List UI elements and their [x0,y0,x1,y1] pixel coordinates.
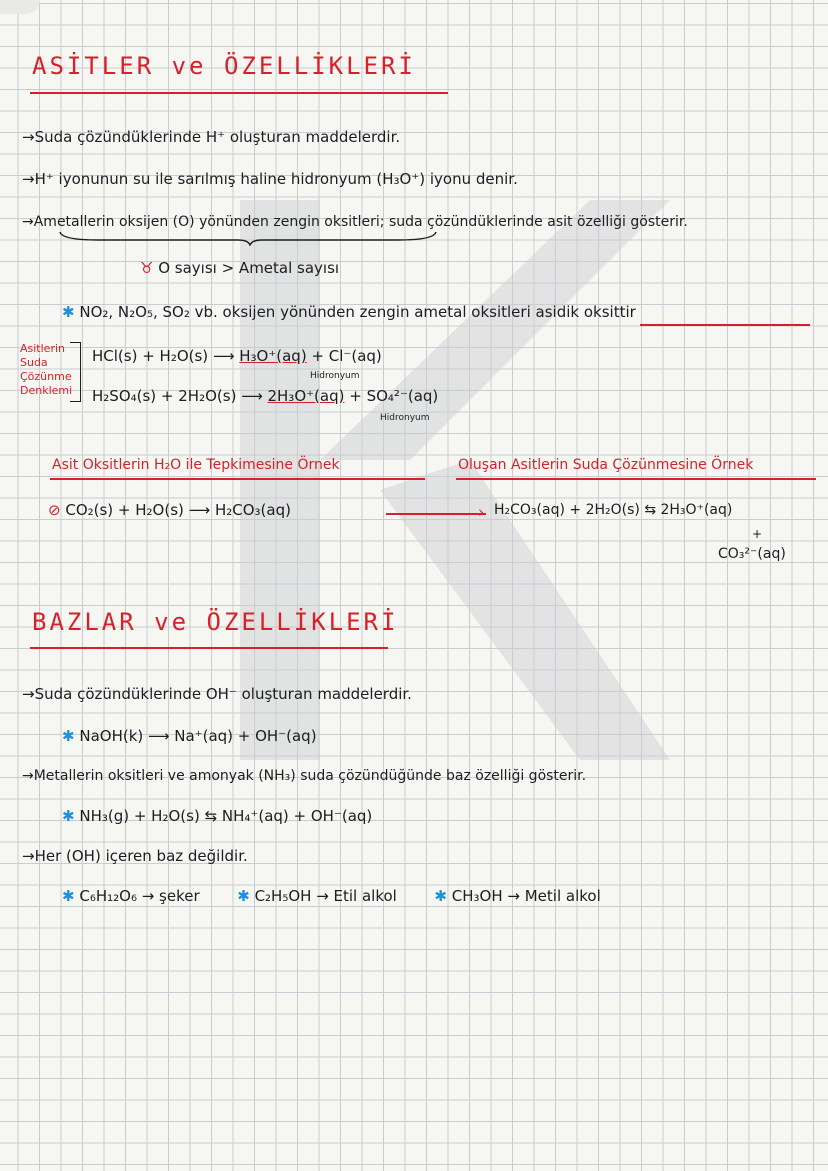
subheading-left-underline [50,478,425,480]
side-label-2: Suda [20,356,48,369]
example-3: CH₃OH → Metil alkol [451,887,601,905]
side-bracket [70,342,81,402]
eq1-left: HCl(s) + H₂O(s) [92,347,209,365]
acids-line-5-a: NO₂, N₂O₅, SO₂ vb. oksijen yönünden zengin ametal oksitleri [79,303,531,321]
eq3-last: CO₃²⁻(aq) [718,546,786,562]
subheading-right: Oluşan Asitlerin Suda Çözünmesine Örnek [458,457,754,473]
subheading-right-underline [456,478,816,480]
eq2-arrow: ⟶ [241,387,268,405]
bases-line-1: →Suda çözündüklerinde OH⁻ oluşturan maddelerdir. [22,685,412,703]
acids-title: ASİTLER ve ÖZELLİKLERİ [32,52,416,80]
acids-line-1: →Suda çözündüklerinde H⁺ oluşturan maddelerdir. [22,128,401,146]
bases-line-3: →Metallerin oksitleri ve amonyak (NH₃) suda çözündüğünde baz özelliği gösterir. [22,768,587,784]
bases-title: BAZLAR ve ÖZELLİKLERİ [32,608,399,636]
acids-line-2: →H⁺ iyonunun su ile sarılmış haline hidronyum (H₃O⁺) iyonu denir. [22,170,518,188]
side-label-1: Asitlerin [20,342,65,355]
equation-2 [92,386,438,406]
side-label [20,342,72,398]
eq2-product: 2H₃O⁺(aq) [267,387,345,405]
eq1-rest: + Cl⁻(aq) [311,347,382,365]
acids-line-5 [62,302,636,322]
eq3-plus: + [752,527,763,541]
eq1-product: H₃O⁺(aq) [239,347,307,365]
eq3-arrow-1: ⟶ [188,501,215,519]
star-icon: ✱ [62,303,80,321]
bases-line-4-text: NH₃(g) + H₂O(s) ⇆ NH₄⁺(aq) + OH⁻(aq) [79,807,373,825]
eq2-rest: + SO₄²⁻(aq) [349,387,439,405]
equation-3 [48,500,291,520]
bases-examples [62,886,601,906]
bullet-icon: ⊘ [48,501,66,519]
brace-under [58,230,438,246]
eq3-left: CO₂(s) + H₂O(s) [65,501,184,519]
eq2-left: H₂SO₄(s) + 2H₂O(s) [92,387,237,405]
equation-3-right [494,500,732,520]
acidic-oxide-underline [640,324,810,326]
page-corner-fold [0,0,40,14]
star-icon: ✱ [434,887,452,905]
acids-line-3 [22,212,688,232]
acids-line-4 [140,258,339,278]
side-label-4: Denklemi [20,384,73,397]
eq3-right: H₂CO₃(aq) + 2H₂O(s) [494,502,640,518]
acids-line-3-a: →Ametallerin oksijen (O) yönünden zengin oksitleri [22,214,380,230]
eq2-note: Hidronyum [380,413,430,423]
acids-line-5-b: asidik oksittir [535,303,636,321]
attention-icon: ♉ [140,259,159,277]
eq3-equilibrium: ⇆ [644,502,661,518]
example-2: C₂H₅OH → Etil alkol [254,887,397,905]
star-icon: ✱ [62,887,80,905]
eq3-mid: H₂CO₃(aq) [214,501,291,519]
bases-line-5: →Her (OH) içeren baz değildir. [22,847,248,865]
eq1-note: Hidronyum [310,371,360,381]
bases-line-4 [62,806,372,826]
equation-1 [92,346,382,366]
star-icon: ✱ [62,727,80,745]
bases-title-underline [30,647,388,649]
star-icon: ✱ [237,887,255,905]
acids-line-3-b: ; suda çözündüklerinde asit özelliği gösterir. [379,214,688,230]
eq3-product: 2H₃O⁺(aq) [660,502,733,518]
bases-line-2 [62,726,317,746]
acids-title-underline [30,92,448,94]
bases-line-2-text: NaOH(k) ⟶ Na⁺(aq) + OH⁻(aq) [79,727,317,745]
acids-line-4-text: O sayısı > Ametal sayısı [158,259,340,277]
example-1: C₆H₁₂O₆ → şeker [79,887,200,905]
side-label-3: Çözünme [20,370,72,383]
eq3-long-arrow [386,513,486,515]
watermark-logo [170,160,690,800]
eq1-arrow: ⟶ [212,347,240,365]
subheading-left: Asit Oksitlerin H₂O ile Tepkimesine Örnek [52,457,340,473]
eq3-arrowhead: › [478,503,484,521]
star-icon: ✱ [62,807,80,825]
